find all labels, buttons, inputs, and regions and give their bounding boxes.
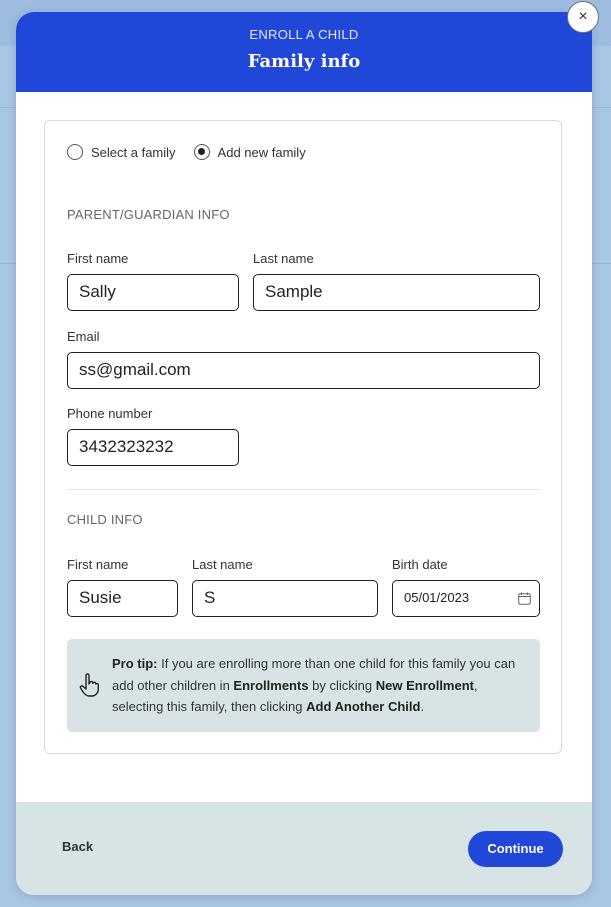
child-first-name-label: First name [67, 557, 129, 572]
pro-tip-box [67, 639, 540, 732]
modal-title: Family info [247, 51, 361, 72]
enroll-modal [16, 12, 592, 895]
phone-input[interactable]: 3432323232 [67, 429, 239, 466]
pro-tip-run: If you are enrolling more than one child for this family you can add other children in [112, 656, 516, 693]
child-last-name-label: Last name [192, 557, 253, 572]
form-card [44, 120, 562, 754]
pro-tip-run: New Enrollment [375, 677, 474, 693]
select-family-radio[interactable] [67, 144, 83, 160]
modal-footer [16, 802, 592, 895]
pro-tip-run: . [420, 699, 425, 714]
section-divider [67, 489, 540, 490]
select-family-label[interactable]: Select a family [91, 144, 176, 160]
parent-last-name-label: Last name [253, 251, 314, 266]
pro-tip-run: by clicking [308, 677, 376, 693]
pro-tip-text [112, 653, 532, 718]
parent-last-name-input[interactable]: Sample [253, 274, 540, 311]
parent-first-name-input[interactable]: Sally [67, 274, 239, 311]
close-button[interactable] [567, 1, 599, 33]
email-input[interactable]: ss@gmail.com [67, 352, 540, 389]
add-new-family-label[interactable]: Add new family [217, 144, 306, 160]
calendar-icon[interactable] [518, 592, 531, 605]
pro-tip-run: Pro tip: [112, 656, 158, 671]
birth-date-value: 05/01/2023 [404, 590, 470, 605]
pro-tip-run: , selecting this family, then clicking [112, 677, 478, 714]
birth-date-input[interactable] [392, 580, 540, 617]
continue-button[interactable]: Continue [468, 831, 563, 867]
birth-date-label: Birth date [392, 557, 448, 572]
close-icon: × [578, 8, 588, 25]
pointing-hand-icon [79, 673, 99, 697]
parent-first-name-label: First name [67, 251, 129, 266]
child-section-title: CHILD INFO [67, 512, 143, 527]
add-new-family-radio[interactable] [194, 144, 210, 160]
child-last-name-input[interactable]: S [192, 580, 378, 617]
parent-section-title: PARENT/GUARDIAN INFO [67, 207, 230, 222]
child-first-name-input[interactable]: Susie [67, 580, 178, 617]
pro-tip-run: Add Another Child [306, 699, 421, 714]
family-choice [67, 144, 324, 160]
back-button[interactable]: Back [62, 839, 94, 854]
phone-label: Phone number [67, 406, 153, 421]
modal-header [16, 12, 592, 92]
pro-tip-run: Enrollments [233, 677, 309, 693]
email-label: Email [67, 329, 100, 344]
modal-eyebrow: ENROLL A CHILD [249, 27, 359, 42]
